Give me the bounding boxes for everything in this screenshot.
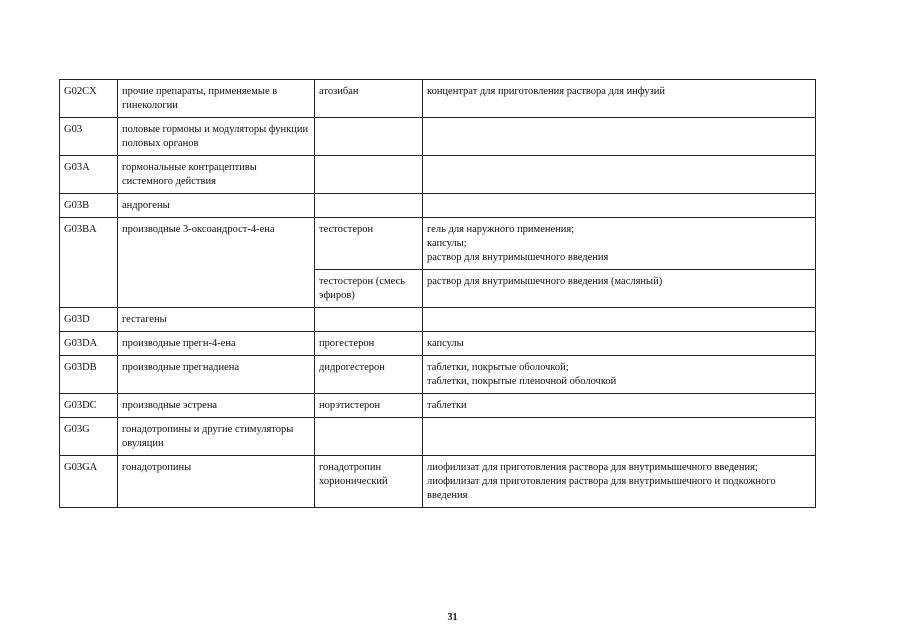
inn-cell: дидрогестерон — [315, 356, 423, 394]
table-row — [60, 218, 816, 270]
table-row — [60, 418, 816, 456]
inn-cell: тестостерон (смесь эфиров) — [315, 270, 423, 308]
group-name-cell: гонадотропины — [118, 456, 315, 508]
dosage-form-cell — [423, 418, 816, 456]
dosage-form-cell: гель для наружного применения; капсулы; раствор для внутримышечного введения — [423, 218, 816, 270]
inn-cell: норэтистерон — [315, 394, 423, 418]
group-name-cell: производные эстрена — [118, 394, 315, 418]
table-row — [60, 194, 816, 218]
dosage-form-cell: лиофилизат для приготовления раствора для внутримышечного введения; лиофилизат для приготовления раствора для внутримышечного и подкожного введения — [423, 456, 816, 508]
atc-code-cell: G03D — [60, 308, 118, 332]
group-name-cell: гестагены — [118, 308, 315, 332]
group-name-cell: производные прегнадиена — [118, 356, 315, 394]
inn-cell: атозибан — [315, 80, 423, 118]
atc-code-cell: G03DA — [60, 332, 118, 356]
dosage-form-cell — [423, 308, 816, 332]
dosage-form-cell — [423, 156, 816, 194]
table-row — [60, 156, 816, 194]
table-row — [60, 332, 816, 356]
dosage-form-cell: концентрат для приготовления раствора для инфузий — [423, 80, 816, 118]
group-name-cell: прочие препараты, применяемые в гинекологии — [118, 80, 315, 118]
group-name-cell: андрогены — [118, 194, 315, 218]
dosage-form-cell: раствор для внутримышечного введения (масляный) — [423, 270, 816, 308]
dosage-form-cell: таблетки, покрытые оболочкой; таблетки, покрытые пленочной оболочкой — [423, 356, 816, 394]
inn-cell — [315, 156, 423, 194]
table-row — [60, 308, 816, 332]
table-row — [60, 356, 816, 394]
group-name-cell: производные прегн-4-ена — [118, 332, 315, 356]
group-name-cell: гонадотропины и другие стимуляторы овуляции — [118, 418, 315, 456]
inn-cell: прогестерон — [315, 332, 423, 356]
atc-code-cell: G03DB — [60, 356, 118, 394]
group-name-cell: гормональные контрацептивы системного действия — [118, 156, 315, 194]
drug-table — [59, 79, 816, 508]
table-row — [60, 80, 816, 118]
atc-code-cell: G02CX — [60, 80, 118, 118]
inn-cell — [315, 308, 423, 332]
inn-cell: гонадотропин хорионический — [315, 456, 423, 508]
dosage-form-cell: капсулы — [423, 332, 816, 356]
table-row — [60, 394, 816, 418]
dosage-form-cell — [423, 118, 816, 156]
inn-cell — [315, 418, 423, 456]
atc-code-cell: G03BA — [60, 218, 118, 308]
dosage-form-cell — [423, 194, 816, 218]
atc-code-cell: G03 — [60, 118, 118, 156]
table-row — [60, 456, 816, 508]
dosage-form-cell: таблетки — [423, 394, 816, 418]
group-name-cell: производные 3-оксоандрост-4-ена — [118, 218, 315, 308]
page-number: 31 — [447, 612, 458, 623]
table-row — [60, 118, 816, 156]
atc-code-cell: G03G — [60, 418, 118, 456]
inn-cell — [315, 118, 423, 156]
atc-code-cell: G03A — [60, 156, 118, 194]
atc-code-cell: G03DC — [60, 394, 118, 418]
inn-cell: тестостерон — [315, 218, 423, 270]
inn-cell — [315, 194, 423, 218]
atc-code-cell: G03GA — [60, 456, 118, 508]
atc-code-cell: G03B — [60, 194, 118, 218]
group-name-cell: половые гормоны и модуляторы функции половых органов — [118, 118, 315, 156]
